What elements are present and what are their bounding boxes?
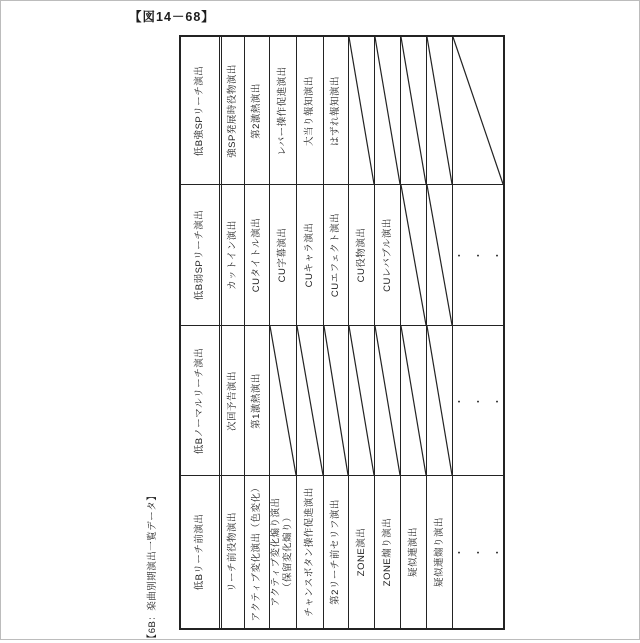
effect-label-line: CUエフェクト演出 — [329, 212, 341, 298]
effect-label-line: チャンスボタン操作促進演出 — [303, 487, 315, 617]
effect-cell — [297, 185, 324, 325]
effect-label-line: 疑似連煽り演出 — [433, 516, 445, 588]
effect-label — [407, 527, 419, 577]
effect-label-line: 第2リーチ前セリフ演出 — [329, 499, 341, 605]
band-header-label: 低B弱SPリーチ演出 — [193, 209, 205, 301]
effect-cell — [270, 185, 297, 325]
effect-cell — [349, 185, 375, 325]
empty-diagonal-cell — [349, 37, 375, 184]
effect-label-line: CU役物演出 — [355, 227, 367, 283]
effect-label — [251, 483, 263, 622]
effect-label-line: 第1激熱演出 — [250, 372, 262, 429]
effect-label-line: ZONE煽り演出 — [381, 517, 393, 587]
empty-diagonal-cell — [427, 37, 453, 184]
effect-label — [251, 83, 263, 139]
ellipsis-label: ・・・ — [454, 397, 511, 408]
effect-label-line: カットイン演出 — [226, 220, 238, 290]
effect-label-line: 次回予告演出 — [226, 370, 238, 431]
effect-cell — [375, 476, 401, 628]
diagonal-strike — [349, 37, 374, 184]
effect-label-line: 大当り報知演出 — [303, 75, 315, 146]
effect-label — [304, 223, 316, 288]
effect-cell — [297, 37, 324, 184]
band-header-cell — [181, 476, 222, 628]
effect-label — [381, 218, 393, 292]
effect-label — [433, 517, 445, 587]
effect-cell — [222, 185, 245, 325]
diagonal-strike — [324, 326, 348, 475]
empty-diagonal-cell — [375, 37, 401, 184]
effect-cell — [324, 37, 349, 184]
effect-label-line: アクティブ変化演出（色変化） — [250, 482, 262, 622]
empty-diagonal-cell — [270, 326, 297, 475]
band-header-cell — [181, 326, 222, 475]
effect-cell — [245, 326, 270, 475]
effect-label — [227, 370, 239, 430]
effect-cell — [401, 476, 427, 628]
effect-label-line: CU字幕演出 — [276, 227, 288, 283]
effect-label — [227, 512, 239, 592]
effect-label — [304, 487, 316, 616]
empty-diagonal-cell — [375, 326, 401, 475]
effect-cell — [245, 476, 270, 628]
diagonal-strike — [401, 185, 426, 325]
effect-label — [227, 220, 239, 289]
empty-diagonal-cell — [401, 326, 427, 475]
effect-label — [277, 228, 289, 283]
effect-label-line: CUタイトル演出 — [250, 217, 262, 293]
effect-label — [271, 498, 296, 607]
effect-cell — [324, 185, 349, 325]
diagonal-strike — [270, 326, 296, 475]
band-header-label: 低Bリーチ前演出 — [193, 513, 205, 591]
effect-cell — [222, 37, 245, 184]
effect-label — [277, 66, 289, 155]
effect-table — [179, 35, 511, 630]
diagonal-strike — [297, 326, 323, 475]
effect-cell — [270, 37, 297, 184]
diagonal-strike — [375, 326, 400, 475]
empty-diagonal-cell — [401, 185, 427, 325]
effect-label — [251, 218, 263, 293]
ellipsis-label: ・・・ — [454, 548, 511, 560]
ellipsis-cell — [453, 476, 511, 628]
empty-diagonal-cell — [297, 326, 324, 475]
effect-label-line: 第2激熱演出 — [250, 82, 262, 139]
diagonal-strike — [401, 37, 426, 184]
effect-label — [330, 499, 342, 605]
band-header-label: 低Bノーマルリーチ演出 — [193, 347, 205, 454]
ellipsis-label: ・・・ — [454, 251, 511, 263]
table-band — [181, 476, 511, 628]
effect-label — [355, 528, 367, 576]
effect-label-line: 疑似連演出 — [407, 526, 419, 578]
effect-cell — [375, 185, 401, 325]
figure-label: 【図14－68】 — [129, 10, 215, 24]
diagonal-strike — [453, 37, 503, 184]
diagonal-strike — [349, 326, 374, 475]
effect-label — [227, 64, 239, 158]
effect-label — [330, 75, 342, 145]
effect-label-line: CUレバブル演出 — [381, 218, 393, 292]
effect-label-line: リーチ前役物演出 — [226, 511, 238, 593]
band-header-cell — [181, 185, 222, 325]
table-band — [181, 185, 511, 326]
effect-cell — [297, 476, 324, 628]
effect-cell — [349, 476, 375, 628]
effect-cell — [245, 37, 270, 184]
table-band — [181, 37, 503, 185]
diagonal-strike — [427, 37, 452, 184]
effect-label — [330, 213, 342, 297]
empty-diagonal-cell — [401, 37, 427, 184]
effect-cell — [270, 476, 297, 628]
effect-label-line: 強SP発展時役物演出 — [226, 63, 238, 158]
effect-label-line: アクティブ変化煽り演出 — [270, 497, 282, 607]
band-header-label: 低B強SPリーチ演出 — [193, 65, 205, 156]
table-band — [181, 326, 511, 476]
effect-cell — [245, 185, 270, 325]
effect-label-line: はずれ報知演出 — [329, 75, 341, 146]
effect-label-line: （保留変化煽り） — [283, 512, 294, 593]
effect-cell — [222, 326, 245, 475]
effect-label-line: CUキャラ演出 — [303, 222, 315, 288]
effect-label-line: ZONE演出 — [355, 527, 367, 577]
effect-label — [355, 228, 367, 283]
effect-label — [251, 373, 263, 429]
empty-diagonal-cell — [324, 326, 349, 475]
effect-label — [381, 518, 393, 586]
effect-label-line: レバー操作促進演出 — [276, 65, 288, 156]
diagonal-strike — [375, 37, 400, 184]
table-caption: 【6B：楽曲別期演出一覧データ】 — [147, 490, 158, 643]
empty-diagonal-cell — [453, 37, 503, 184]
effect-cell — [324, 476, 349, 628]
empty-diagonal-cell — [349, 326, 375, 475]
ellipsis-cell — [453, 185, 511, 325]
band-header-cell — [181, 37, 222, 184]
ellipsis-cell — [453, 326, 511, 475]
effect-label — [304, 75, 316, 145]
effect-cell — [222, 476, 245, 628]
diagonal-strike — [401, 326, 426, 475]
